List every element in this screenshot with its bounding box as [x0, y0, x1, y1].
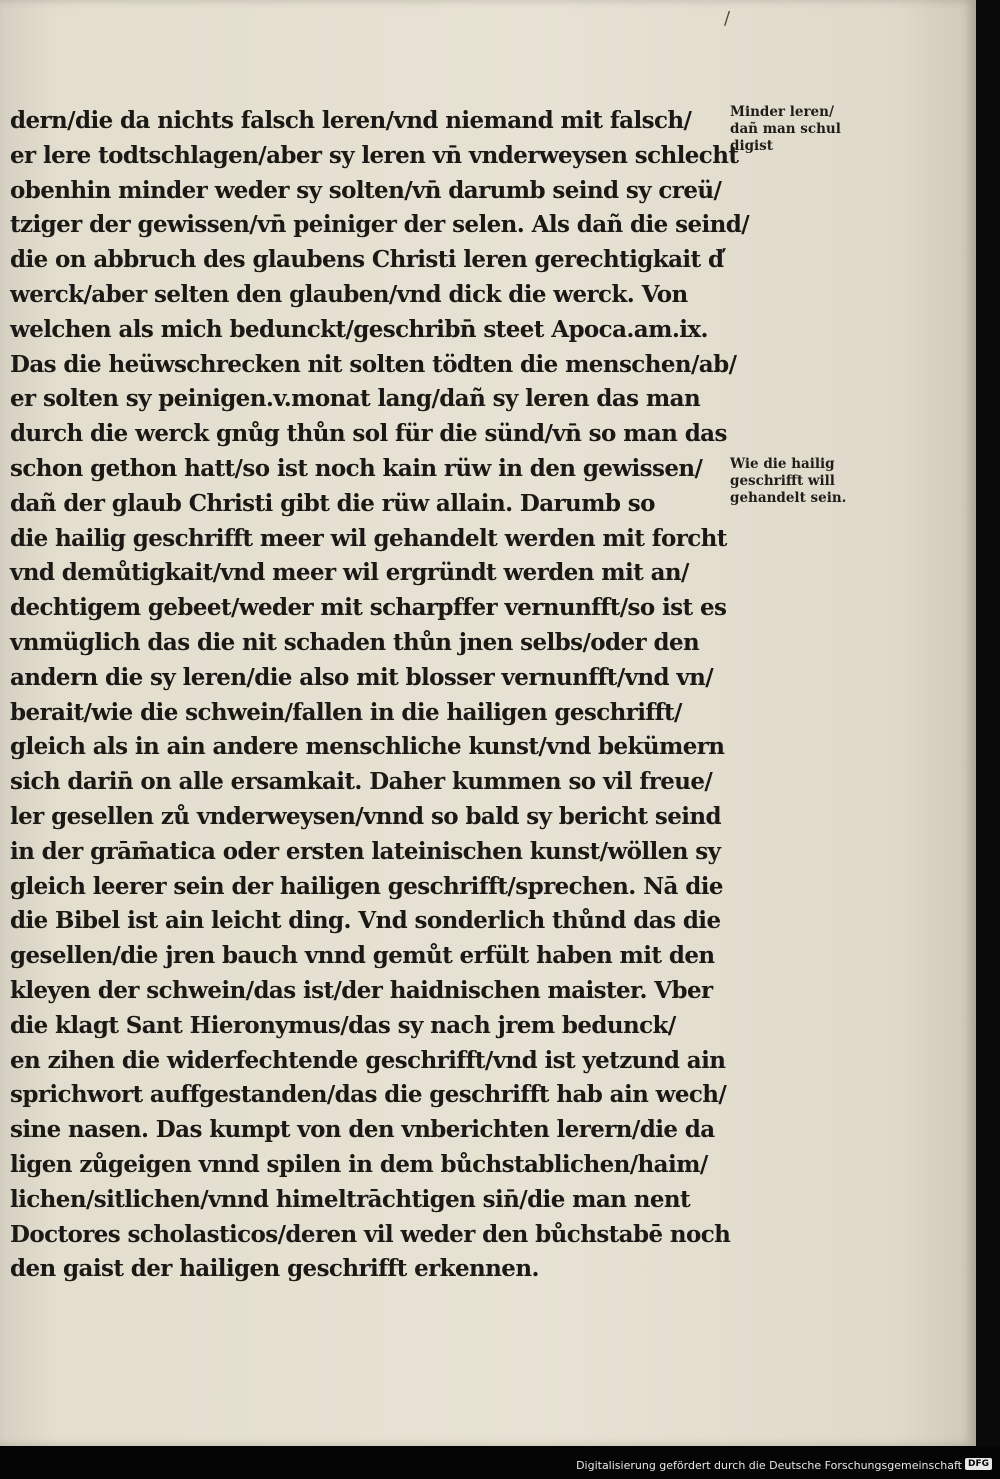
body-line: die on abbruch des glaubens Christi leren gerechtigkait d̕ [10, 246, 724, 274]
body-line: werck/aber selten den glauben/vnd dick die werck. Von [10, 280, 688, 308]
body-text [10, 104, 750, 1287]
body-line: gesellen/die jren bauch vnnd gemůt erfült haben mit den [10, 942, 715, 970]
footer-bar [0, 1446, 1000, 1479]
page-number: / [724, 8, 731, 29]
body-line: schon gethon hatt/so ist noch kain rüw in den gewissen/ [10, 454, 703, 482]
body-line: ler gesellen zů vnderweysen/vnnd so bald sy bericht seind [10, 802, 722, 830]
body-line: welchen als mich bedunckt/geschribn̄ steet Apoca.am.ix. [10, 315, 708, 343]
marginal-note-line: Minder leren/ [730, 104, 834, 120]
body-line: in der grām̄atica oder ersten lateinischen kunst/wöllen sy [10, 837, 721, 865]
body-line: durch die werck gnůg thůn sol für die sünd/vn̄ so man das [10, 420, 727, 448]
marginal-note-line: geschrifft will [730, 473, 835, 489]
marginal-note-line: Wie die hailig [730, 456, 835, 472]
body-line: gleich als in ain andere menschliche kunst/vnd bekümern [10, 733, 725, 761]
body-line: Doctores scholasticos/deren vil weder den bůchstabē noch [10, 1220, 731, 1248]
funding-credit: Digitalisierung gefördert durch die Deutsche Forschungsgemeinschaft [576, 1459, 962, 1472]
body-line: en zihen die widerfechtende geschrifft/vnd ist yetzund ain [10, 1046, 726, 1074]
body-line: dechtigem gebeet/weder mit scharpffer vernunfft/so ist es [10, 594, 727, 622]
body-line: er solten sy peinigen.v.monat lang/dañ sy leren das man [10, 385, 701, 413]
body-line: die Bibel ist ain leicht ding. Vnd sonderlich thůnd das die [10, 907, 721, 935]
marginal-note [730, 456, 870, 507]
body-line: die hailig geschrifft meer wil gehandelt werden mit forcht [10, 524, 727, 552]
marginal-note-line: gehandelt sein. [730, 490, 847, 506]
body-line: dañ der glaub Christi gibt die rüw allain. Darumb so [10, 489, 655, 517]
body-line: vnd demůtigkait/vnd meer wil ergründt werden mit an/ [10, 559, 689, 587]
dfg-logo: DFG [965, 1458, 992, 1470]
body-line: den gaist der hailigen geschrifft erkennen. [10, 1255, 539, 1283]
body-line: vnmüglich das die nit schaden thůn jnen selbs/oder den [10, 628, 700, 656]
body-line: Das die heüwschrecken nit solten tödten die menschen/ab/ [10, 350, 737, 378]
body-line: kleyen der schwein/das ist/der haidnischen maister. Vber [10, 976, 713, 1004]
marginal-note [730, 104, 870, 155]
body-line: obenhin minder weder sy solten/vn̄ darumb seind sy creü/ [10, 176, 722, 204]
body-line: dern/die da nichts falsch leren/vnd niemand mit falsch/ [10, 107, 692, 134]
body-line: sich darin̄ on alle ersamkait. Daher kummen so vil freue/ [10, 768, 713, 796]
marginal-note-line: digist [730, 138, 773, 154]
body-line: andern die sy leren/die also mit blosser vernunfft/vnd vn/ [10, 663, 714, 691]
body-line: ligen zůgeigen vnnd spilen in dem bůchstablichen/haim/ [10, 1150, 708, 1178]
body-line: die klagt Sant Hieronymus/das sy nach jrem bedunck/ [10, 1011, 676, 1039]
marginal-note-line: dañ man schul [730, 121, 841, 137]
body-line: gleich leerer sein der hailigen geschrifft/sprechen. Nā die [10, 872, 723, 900]
body-line: sine nasen. Das kumpt von den vnberichten lerern/die da [10, 1116, 715, 1144]
body-line: sprichwort auffgestanden/das die geschrifft hab ain wech/ [10, 1081, 727, 1109]
body-line: er lere todtschlagen/aber sy leren vn̄ vnderweysen schlecht [10, 141, 739, 169]
body-line: tziger der gewissen/vn̄ peiniger der selen. Als dañ die seind/ [10, 211, 750, 239]
body-line: lichen/sitlichen/vnnd himeltrāchtigen sin̄/die man nent [10, 1185, 691, 1213]
body-line: berait/wie die schwein/fallen in die hailigen geschrifft/ [10, 698, 682, 726]
